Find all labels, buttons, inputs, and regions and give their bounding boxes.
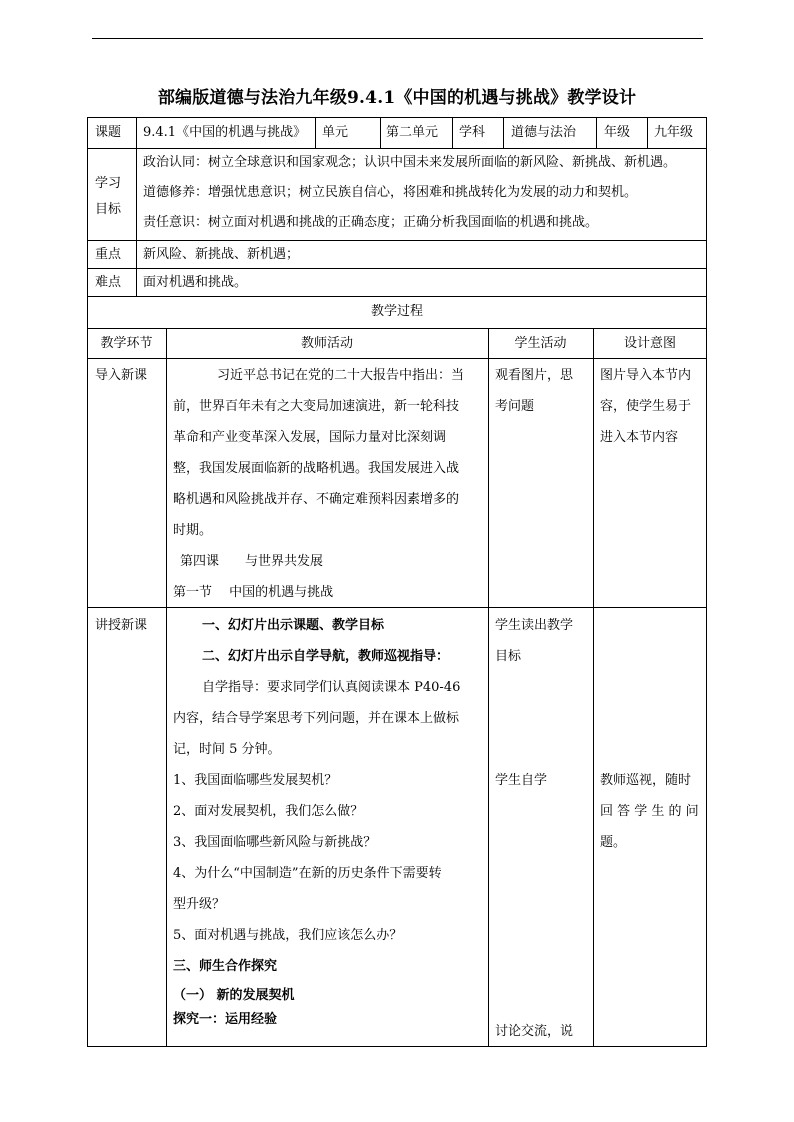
lecture-teacher-line: 记，时间 5 分钟。 xyxy=(173,742,281,757)
col-rule xyxy=(452,117,453,148)
lecture-stage: 讲授新课 xyxy=(95,618,148,633)
col-rule xyxy=(380,117,381,148)
intro-teacher-line: 革命和产业变革深入发展，国际力量对比深刻调 xyxy=(173,430,447,445)
col-header-design: 设计意图 xyxy=(623,336,676,351)
row-rule xyxy=(87,607,707,608)
intro-teacher-line: 整，我国发展面临新的战略机遇。我国发展进入战 xyxy=(173,461,460,476)
intro-teacher-line: 第一节 中国的机遇与挑战 xyxy=(173,585,334,600)
key-point-value: 新风险、新挑战、新机遇； xyxy=(143,247,300,262)
row-rule xyxy=(87,358,707,359)
intro-teacher-line: 习近平总书记在党的二十大报告中指出：当 xyxy=(217,368,465,383)
lecture-teacher-line: 二、幻灯片出示自学导航，教师巡视指导： xyxy=(202,649,450,664)
grade-value: 九年级 xyxy=(654,125,694,140)
page-title: 部编版道德与法治九年级9.4.1《中国的机遇与挑战》教学设计 xyxy=(157,88,637,108)
key-point-label: 重点 xyxy=(95,247,122,262)
lecture-teacher-line: 2、面对发展契机，我们怎么做？ xyxy=(173,804,364,819)
objectives-label: 目标 xyxy=(95,202,122,217)
course-label: 课题 xyxy=(95,125,122,140)
lecture-teacher-line: 4、为什么“中国制造”在新的历史条件下需要转 xyxy=(173,866,442,881)
col-header-teacher: 教师活动 xyxy=(300,336,353,351)
lecture-teacher-line: （一） 新的发展契机 xyxy=(173,988,295,1003)
intro-student-line: 观看图片，思 xyxy=(495,368,574,383)
lecture-teacher-line: 三、师生合作探究 xyxy=(173,959,278,974)
intro-design-line: 进入本节内容 xyxy=(600,430,679,445)
col-rule xyxy=(136,117,137,148)
lecture-teacher-line: 型升级？ xyxy=(173,897,226,912)
grade-label: 年级 xyxy=(604,125,631,140)
lecture-design-line: 教师巡视，随时 xyxy=(600,773,692,788)
intro-teacher-line: 第四课 与世界共发展 xyxy=(180,554,324,569)
col-rule xyxy=(647,117,648,148)
col-header-stage: 教学环节 xyxy=(100,336,153,351)
difficulty-value: 面对机遇和挑战。 xyxy=(143,275,248,290)
lecture-student-line: 目标 xyxy=(495,649,522,664)
intro-design-line: 容，使学生易于 xyxy=(600,399,692,414)
lecture-teacher-line: 5、面对机遇与挑战，我们应该怎么办？ xyxy=(173,928,403,943)
lecture-teacher-line: 自学指导：要求同学们认真阅读课本 P40-46 xyxy=(202,680,461,695)
course-value: 9.4.1《中国的机遇与挑战》 xyxy=(143,125,307,140)
subject-label: 学科 xyxy=(459,125,486,140)
lecture-teacher-line: 3、我国面临哪些新风险与新挑战？ xyxy=(173,835,377,850)
col-rule xyxy=(166,328,167,1047)
intro-teacher-line: 略机遇和风险挑战并存、不确定难预料因素增多的 xyxy=(173,492,460,507)
row-rule xyxy=(87,148,707,149)
col-rule xyxy=(503,117,504,148)
lecture-teacher-line: 探究一：运用经验 xyxy=(173,1012,278,1027)
row-rule xyxy=(87,296,707,297)
lecture-student-line: 学生自学 xyxy=(495,773,548,788)
row-rule xyxy=(87,328,707,329)
intro-teacher-line: 前，世界百年未有之大变局加速演进，新一轮科技 xyxy=(173,399,460,414)
difficulty-label: 难点 xyxy=(95,275,122,290)
col-rule xyxy=(315,117,316,148)
lecture-teacher-line: 内容，结合导学案思考下列问题，并在课本上做标 xyxy=(173,711,460,726)
row-rule xyxy=(87,240,707,241)
objectives-label: 学习 xyxy=(95,176,122,191)
col-header-student: 学生活动 xyxy=(514,336,567,351)
process-header: 教学过程 xyxy=(370,304,423,319)
lecture-teacher-line: 一、幻灯片出示课题、教学目标 xyxy=(202,618,385,633)
lecture-design-line: 题。 xyxy=(600,835,627,850)
objective-line: 政治认同：树立全球意识和国家观念；认识中国未来发展所面临的新风险、新挑战、新机遇。 xyxy=(143,155,677,170)
objective-line: 责任意识：树立面对机遇和挑战的正确态度；正确分析我国面临的机遇和挑战。 xyxy=(143,215,599,230)
intro-student-line: 考问题 xyxy=(495,399,535,414)
col-rule xyxy=(136,148,137,296)
col-rule xyxy=(593,328,594,1047)
unit-value: 第二单元 xyxy=(386,125,439,140)
lecture-design-line: 回 答 学 生 的 问 xyxy=(600,804,699,819)
intro-design-line: 图片导入本节内 xyxy=(600,368,692,383)
header-rule xyxy=(92,38,703,39)
row-rule xyxy=(87,268,707,269)
intro-stage: 导入新课 xyxy=(95,368,148,383)
unit-label: 单元 xyxy=(322,125,349,140)
objective-line: 道德修养：增强忧患意识；树立民族自信心，将困难和挑战转化为发展的动力和契机。 xyxy=(143,185,638,200)
subject-value: 道德与法治 xyxy=(511,125,577,140)
intro-teacher-line: 时期。 xyxy=(173,523,213,538)
lecture-teacher-line: 1、我国面临哪些发展契机？ xyxy=(173,773,338,788)
col-rule xyxy=(488,328,489,1047)
col-rule xyxy=(596,117,597,148)
lecture-student-line: 学生读出教学 xyxy=(495,618,574,633)
lecture-student-line: 讨论交流，说 xyxy=(495,1024,574,1039)
